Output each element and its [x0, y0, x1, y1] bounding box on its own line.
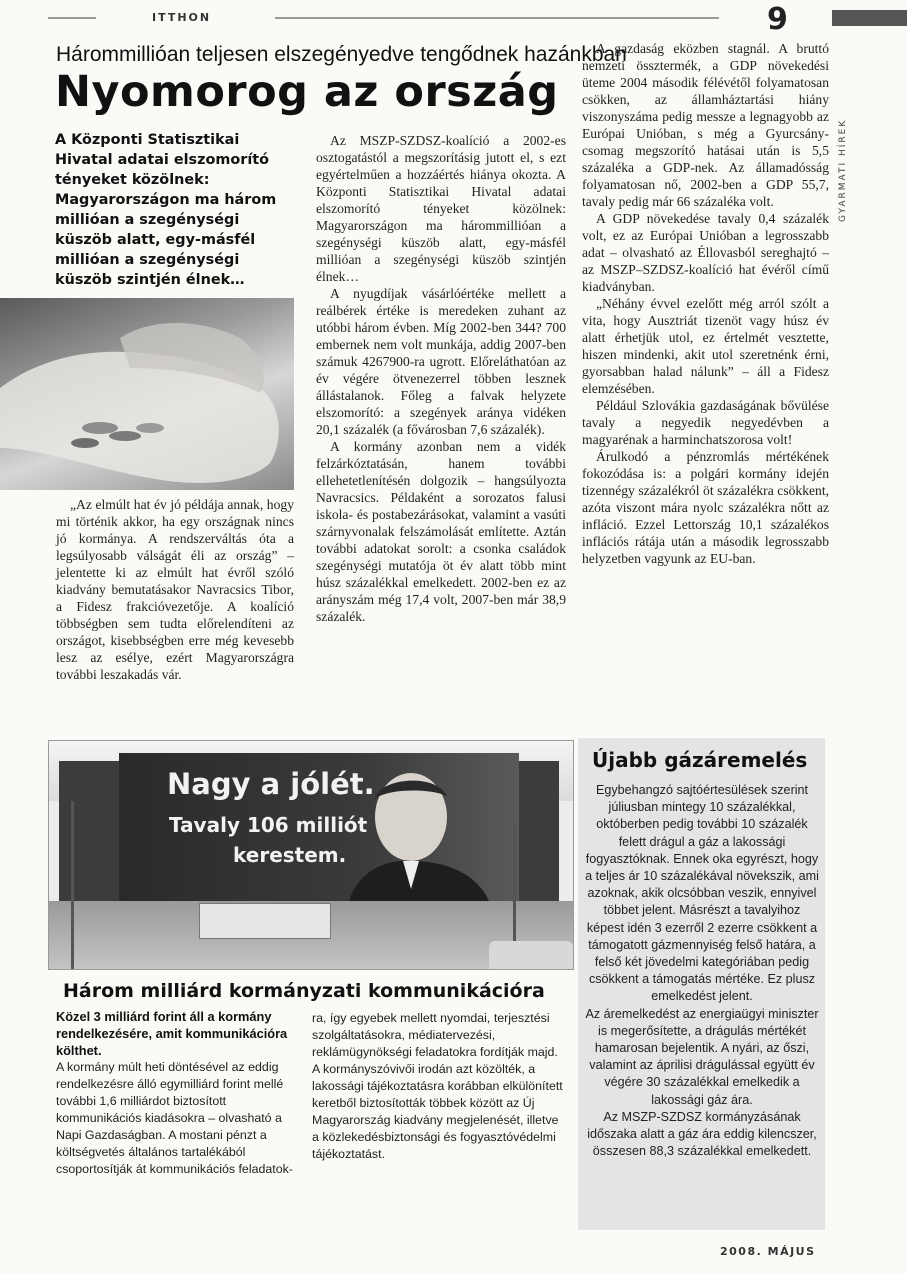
- paragraph: Az áremelkedést az energiaügyi miniszter is megerősítette, a drágulás mértékét hamarosan bejelentik. A nyári, az őszi, valamint az áprilisi drágulással együtt év végére 30 százalékkal emelkedik a lakossági gáz ára.: [585, 1006, 819, 1107]
- paragraph: A nyugdíjak vásárlóértéke mellett a reálbérek értéke is meredeken zuhant az utóbbi három évben. Míg 2002-ben 344? 700 embernek nem volt munkája, addig 2007-ben számuk 4267900-ra ugrott. Előreláthatóan az év végére ötvenezerrel többen lesznek állástalanok. Főleg a falvak helyzete elszomorító: a szegények aránya vidéken 20,1 százalék (a fővárosban 7,6 százalék).: [316, 286, 566, 437]
- sidebar-tab: [832, 10, 907, 26]
- kicker: Hárommillióan teljesen elszegényedve tengődnek hazánkban: [56, 43, 627, 66]
- box-gaz: [578, 738, 825, 1230]
- article-column-3: [582, 40, 829, 567]
- section-label: ITTHON: [152, 11, 212, 24]
- headline: Nyomorog az ország: [55, 67, 559, 117]
- paragraph: Az MSZP-SZDSZ kormányzásának időszaka alatt a gáz ára eddig kilencszer, összesen 88,3 százalékkal emelkedett.: [587, 1109, 817, 1159]
- paragraph: Az MSZP-SZDSZ-koalíció a 2002-es osztogatástól a megszorításig jutott el, s ezt egyértelműen a hozzáértés hiánya okozta. A Központi Statisztikai Hivatal adatai elszomorító tényeket közölnek: Magyarországon ma hárommillióan a szegénységi küszöb alatt, egy-másfél millióan a szegénységi küszöb szintjén élnek…: [316, 133, 566, 284]
- paragraph: A kormány azonban nem a vidék felzárkóztatásán, hanem további ellehetetlenítésén dolgozik – hangsúlyozta Navracsics. Példaként a sorozatos falusi iskola- és postabezárásokat, valamint a vasúti szárnyvonalak felszámolását említette. Aztán további adatokat sorolt: a csonka családok szegénységi mutatója öt év alatt több mint húsz százalékkal emelkedett. 2002-ben ez az arányszám még 17,4 volt, 2007-ben már 38,9 százalék.: [316, 439, 566, 624]
- paragraph: Például Szlovákia gazdaságának bővülése tavaly a negyedik negyedévben a magyarénak a harminchatszorosa volt!: [582, 398, 829, 447]
- box-kommunikacio-title: Három milliárd kormányzati kommunikációra: [63, 980, 545, 1002]
- footer-date: 2008. MÁJUS: [720, 1245, 816, 1258]
- billboard-line-3: kerestem.: [233, 843, 347, 867]
- page-number: 9: [767, 2, 788, 37]
- box-kommunikacio-column-1: [56, 1008, 298, 1178]
- billboard-line-2: Tavaly 106 milliót: [169, 813, 368, 837]
- box-kommunikacio-text-1: A kormány múlt heti döntésével az eddig rendelkezésre álló egymilliárd forint mellé további 1,6 milliárdot biztosított kommunikációs kiadásokra – olvasható a Napi Gazdaságban. A mostani pénzt a költségvetés általános tartalékából csoportosítják át kommunikációs feladatok-: [56, 1060, 293, 1176]
- street-poster: [199, 903, 331, 939]
- lamp-post: [71, 801, 74, 969]
- article-column-2: [316, 132, 566, 625]
- paragraph: „Az elmúlt hat év jó példája annak, hogy mi történik akkor, ha egy országnak nincs jó kormánya. A rendszerváltás óta a legsúlyosabb válságát éli az ország” – jelentette ki az elmúlt hat évről szóló kiadvány bemutatásakor Navracsics Tibor, a Fidesz frakcióvezetője. A koalíció többségben sem tudta előrelendíteni az országot, kisebbségben erre még kevesebb lesz az esélye, ezért Magyarországra további leszakadás vár.: [56, 497, 294, 682]
- coins-hand-photo: [0, 298, 294, 490]
- car: [489, 941, 573, 969]
- paragraph: A kormányszóvivői irodán azt közölték, a lakossági tájékoztatásra korábban elkülönített keretből biztosították többek között az Új Magyarország kiadvány megjelenését, illetve a közlekedésbiztonsági és fogyasztóvédelmi tájékoztatást.: [312, 1062, 563, 1161]
- box-kommunikacio-lead: Közel 3 milliárd forint áll a kormány rendelkezésére, amit kommunikációra költhet.: [56, 1009, 288, 1058]
- article-column-1: [56, 496, 294, 683]
- sidebar-label: GYARMATI HÍREK: [838, 118, 848, 222]
- header-rule-left: [48, 17, 96, 19]
- paragraph: Árulkodó a pénzromlás mértékének fokozódása is: a polgári kormány idején tizennégy százalékról öt százalékra csökkent, azóta viszont mára nyolc százalékra nőtt az infláció. Ezzel Lettország 10,1 százalékos inflációs rátája után a második legrosszabb helyzetben vagyunk az EU-ban.: [582, 449, 829, 566]
- paragraph: „Néhány évvel ezelőtt még arról szólt a vita, hogy Ausztriát tizenöt vagy húsz év alatt érhetjük utol, ez értelmét vesztette, hiszen mindenki, akit utol szeretnénk érni, gyorsabban halad nálunk” – áll a Fidesz elemzésében.: [582, 296, 829, 396]
- paragraph: A GDP növekedése tavaly 0,4 százalék volt, ez az Európai Unióban a legrosszabb adat – olvasható az Éllovasból sereghajtó – az MSZP–SZDSZ-koalíció hat évéről című kiadványban.: [582, 211, 829, 294]
- paragraph: A gazdaság eközben stagnál. A bruttó nemzeti össztermék, a GDP növekedési üteme 2004 második félévétől folyamatosan csökken, az államháztartási hiány viszonyszáma pedig messze a legnagyobb az Európai Unióban, s még a Gyurcsány-csomag megszorító hatásai után is 5,5 százaléka a GDP-nek. Az államadósság folyamatosan nő, 2002-ben a GDP 55,7, tavaly pedig már 66 százaléka volt.: [582, 41, 829, 209]
- box-gaz-title: Újabb gázáremelés: [592, 748, 808, 772]
- paragraph: ra, így egyebek mellett nyomdai, terjesztési szolgáltatásokra, médiatervezési, reklámügynökségi feladatokra fordítják majd.: [312, 1011, 558, 1059]
- box-kommunikacio-column-2: [312, 1010, 564, 1163]
- hand-illustration: [0, 298, 294, 490]
- billboard-photo: [48, 740, 574, 970]
- billboard-line-1: Nagy a jólét.: [167, 767, 375, 801]
- box-gaz-text: [584, 782, 820, 1160]
- header-rule-right: [275, 17, 719, 19]
- article-lead: A Központi Statisztikai Hivatal adatai elszomorító tényeket közölnek: Magyarországon ma három millióan a szegénységi küszöb alatt, egy-másfél millióan a szegénységi küszöb szintjén élnek…: [55, 132, 277, 288]
- paragraph: Egybehangzó sajtóértesülések szerint júliusban mintegy 10 százalékkal, októberben pedig további 10 százalék felett drágul a gáz a lakossági fogyasztóknak. Ennek oka egyrészt, hogy a teljes ár 10 százalékával növekszik, ami azoknak, akik olcsóbban veszik, ennyivel többet jelent. Másrészt a tavalyihoz képest idén 3 ezerről 2 ezerre csökkent a támogatott gázmennyiség felső határa, a felső két jövedelmi kategóriában pedig csökkent a támogatás mértéke. Ez plusz emelkedést jelent.: [585, 783, 819, 1004]
